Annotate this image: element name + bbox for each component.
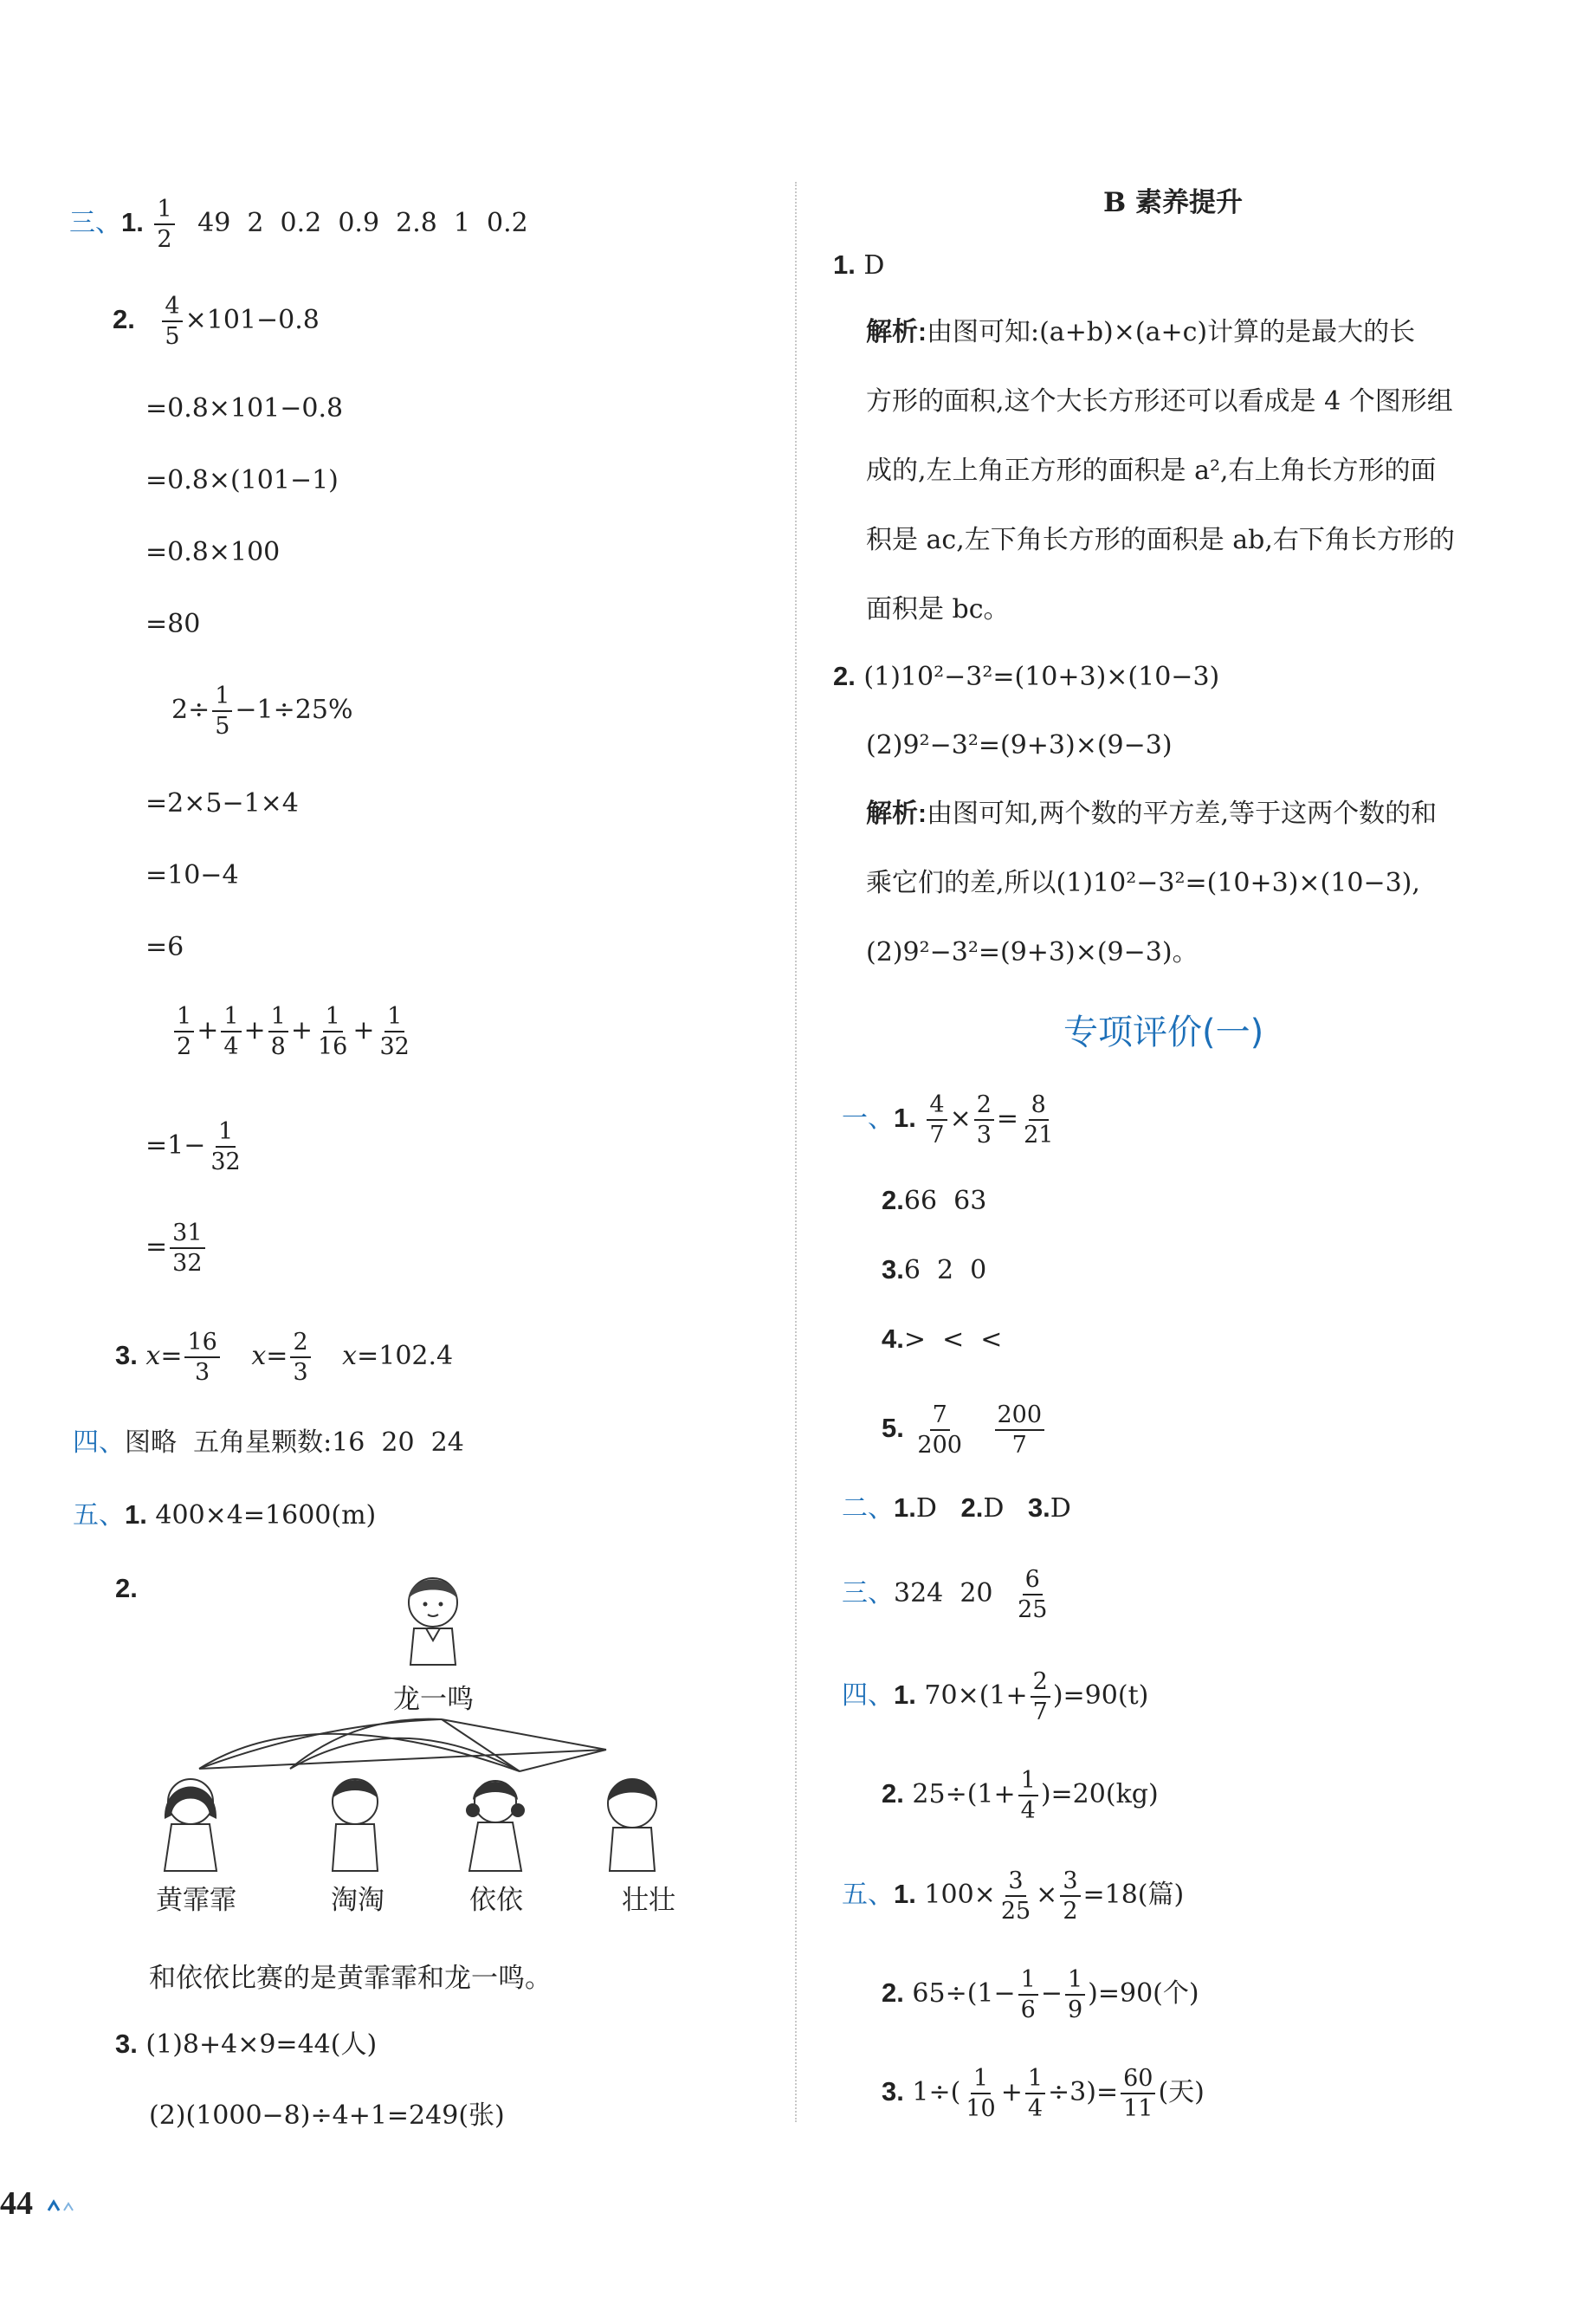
fraction: $\frac{3}{2}$ [1060, 1869, 1080, 1923]
answer-text: 图略 五角星颗数:16 20 24 [125, 1427, 464, 1458]
fraction: $\frac{60}{11}$ [1121, 2067, 1155, 2120]
fraction: $\frac{3}{25}$ [1000, 1867, 1031, 1925]
right-q2-analysis-2: 乘它们的差,所以(1)10²−3²=(10+3)×(10−3), [866, 868, 1420, 898]
page-number: 44 [0, 2185, 33, 2222]
section-number: 四、 [842, 1680, 894, 1711]
question-label: 3. [882, 1254, 904, 1285]
section-number: 四、 [73, 1427, 125, 1458]
fraction: $\frac{6}{25}$ [1018, 1566, 1048, 1623]
right-s1-q1: 一、1. $\frac{4}{7}$ × $\frac{2}{3}$ = $\frac{8}{21}$ [842, 1093, 1058, 1147]
left-section-5-q3b: (2)(1000−8)÷4+1=249(张) [149, 2100, 505, 2131]
section-number: 一、 [842, 1103, 894, 1134]
question-label: 1. [833, 249, 856, 280]
fraction: $\frac{2}{3}$ [974, 1093, 994, 1147]
fraction: $\frac{200}{7}$ [995, 1403, 1045, 1457]
right-s2: 二、1.D 2.D 3.D [842, 1492, 1071, 1524]
name-4: 壮壮 [622, 1885, 675, 1916]
connection-lines [199, 1719, 606, 1771]
fraction: $\frac{8}{21}$ [1024, 1091, 1054, 1149]
question-label: 4. [882, 1324, 904, 1354]
right-q2-analysis-3: (2)9²−3²=(9+3)×(9−3)。 [866, 937, 1199, 968]
fraction: $\frac{1}{4}$ [221, 1005, 241, 1058]
child-figure-4 [608, 1779, 656, 1871]
fraction: $\frac{1}{32}$ [379, 1003, 410, 1060]
question-label: 2. [882, 1778, 904, 1809]
left-q2-step3a: =1− $\frac{1}{32}$ [145, 1120, 246, 1174]
right-q1-analysis-line-1: 解析:由图可知:(a+b)×(a+c)计算的是最大的长 [866, 317, 1416, 347]
fraction: $\frac{1}{4}$ [1018, 1769, 1038, 1822]
left-section-4 [73, 1427, 464, 1459]
right-s5-q2: 2. 65÷(1− $\frac{1}{6}$ − $\frac{1}{9}$ )=90(个) [882, 1966, 1199, 2023]
analysis-line: 成的,左上角正方形的面积是 a²,右上角长方形的面 [866, 456, 1437, 486]
name-2: 淘淘 [331, 1885, 384, 1916]
column-divider [795, 182, 797, 2122]
fraction: $\frac{1}{16}$ [317, 1003, 348, 1060]
fraction: $\frac{1}{6}$ [1018, 1968, 1038, 2022]
right-s5-q1: 五、1. 100× $\frac{3}{25}$ × $\frac{3}{2}$ =18(篇) [842, 1867, 1185, 1925]
fraction: $\frac{1}{32}$ [210, 1118, 241, 1175]
question-label: 2. [113, 304, 135, 334]
question-label: 1. [894, 1103, 916, 1133]
left-section-3-q1 [69, 197, 528, 251]
right-s5-q3: 3. 1÷( $\frac{1}{10}$ + $\frac{1}{4}$ ÷3)= $\frac{60}{11}$ (天) [882, 2065, 1205, 2122]
fraction: $\frac{1}{2}$ [154, 197, 174, 251]
analysis-line: 积是 ac,左下角长方形的面积是 ab,右下角长方形的 [866, 525, 1455, 555]
fraction: $\frac{4}{7}$ [927, 1093, 947, 1147]
right-s1-q3: 3.6 2 0 [882, 1254, 987, 1285]
fraction: $\frac{2}{3}$ [290, 1330, 310, 1384]
fraction: $\frac{1}{2}$ [174, 1005, 194, 1058]
section-number: 三、 [69, 208, 121, 238]
page-decoration-icon [45, 2195, 80, 2214]
name-center: 龙一鸣 [393, 1684, 474, 1715]
step-line: =0.8×(101−1) [145, 465, 339, 495]
child-figure-center [409, 1578, 457, 1665]
question-label: 3. [882, 2076, 904, 2107]
left-section-5-q1: 五、1. 400×4=1600(m) [73, 1499, 377, 1531]
left-q2-expr3: $\frac{1}{2}$ + $\frac{1}{4}$ + $\frac{1}{8}$ + $\frac{1}{16}$ + $\frac{1}{32}$ [171, 1005, 415, 1058]
fraction: $\frac{2}{7}$ [1031, 1670, 1050, 1724]
question-label: 1. [894, 1879, 916, 1909]
name-1: 黄霏霏 [156, 1885, 236, 1916]
fraction: $\frac{7}{200}$ [917, 1401, 962, 1459]
question-label: 3. [115, 2029, 138, 2059]
right-q2-l2: (2)9²−3²=(9+3)×(9−3) [866, 730, 1173, 760]
question-label: 2. [833, 661, 856, 691]
step-line: =0.8×100 [145, 537, 281, 567]
child-figure-1 [165, 1779, 216, 1871]
step-line: =2×5−1×4 [145, 788, 299, 819]
fraction: $\frac{4}{5}$ [162, 294, 182, 348]
question-label: 1. [125, 1499, 147, 1530]
left-section-5-q3a: 3. (1)8+4×9=44(人) [115, 2029, 378, 2060]
fraction: $\frac{16}{3}$ [184, 1330, 219, 1384]
right-s4-q2: 2. 25÷(1+ $\frac{1}{4}$ )=20(kg) [882, 1767, 1159, 1824]
left-q2-step3b: = $\frac{31}{32}$ [145, 1221, 208, 1275]
name-3: 依依 [469, 1885, 523, 1916]
right-s3: 三、324 20 $\frac{6}{25}$ [842, 1568, 1052, 1621]
question-label: 2. [882, 1977, 904, 2008]
left-q2-expr2: 2÷ $\frac{1}{5}$ −1÷25% [171, 683, 353, 740]
fraction: $\frac{31}{32}$ [170, 1221, 204, 1275]
right-s1-q2: 2.66 63 [882, 1185, 987, 1216]
section-number: 三、 [842, 1578, 894, 1608]
fraction: $\frac{1}{10}$ [966, 2065, 996, 2122]
child-figure-2 [333, 1779, 378, 1871]
question-label: 3. [115, 1340, 138, 1370]
child-figure-3 [466, 1781, 525, 1871]
left-q3: 3. x= $\frac{16}{3}$ x= $\frac{2}{3}$ x=102.4 [115, 1329, 454, 1386]
question-label: 1. [121, 207, 144, 237]
question-label: 2. [882, 1185, 904, 1215]
step-line: =80 [145, 609, 201, 639]
section-number: 五、 [842, 1880, 894, 1910]
right-s4-q1: 四、1. 70×(1+ $\frac{2}{7}$ )=90(t) [842, 1668, 1149, 1725]
section-header: B 素养提升 [1103, 187, 1243, 218]
right-q2-analysis-1: 解析:由图可知,两个数的平方差,等于这两个数的和 [866, 799, 1438, 829]
step-line: =10−4 [145, 860, 239, 890]
left-q2-expr1 [113, 294, 320, 348]
fraction: $\frac{1}{9}$ [1065, 1968, 1085, 2022]
section-number: 二、 [842, 1493, 894, 1524]
right-s1-q5 [882, 1403, 1047, 1457]
step-line: =6 [145, 932, 184, 962]
evaluation-title: 专项评价(一) [1063, 1013, 1264, 1052]
question-label: 5. [882, 1413, 904, 1443]
fraction: $\frac{1}{8}$ [268, 1005, 288, 1058]
question-label: 1. [894, 1679, 916, 1710]
section-number: 五、 [73, 1500, 125, 1531]
fraction: $\frac{1}{5}$ [212, 684, 232, 738]
left-section-5-q2-label: 2. [115, 1573, 138, 1603]
analysis-line: 面积是 bc。 [866, 594, 1010, 625]
answer-text: 49 2 0.2 0.9 2.8 1 0.2 [197, 208, 528, 238]
expression-text: ×101−0.8 [184, 305, 320, 335]
conclusion-text: 和依依比赛的是黄霏霏和龙一鸣。 [149, 1963, 552, 1994]
right-q2-l1: 2. (1)10²−3²=(10+3)×(10−3) [833, 661, 1220, 692]
step-line: =0.8×101−0.8 [145, 393, 344, 424]
fraction: $\frac{1}{4}$ [1025, 2067, 1045, 2120]
right-q1: 1. D [833, 249, 885, 281]
right-s1-q4: 4.> < < [882, 1324, 1003, 1355]
analysis-line: 方形的面积,这个大长方形还可以看成是 4 个图形组 [866, 386, 1453, 417]
